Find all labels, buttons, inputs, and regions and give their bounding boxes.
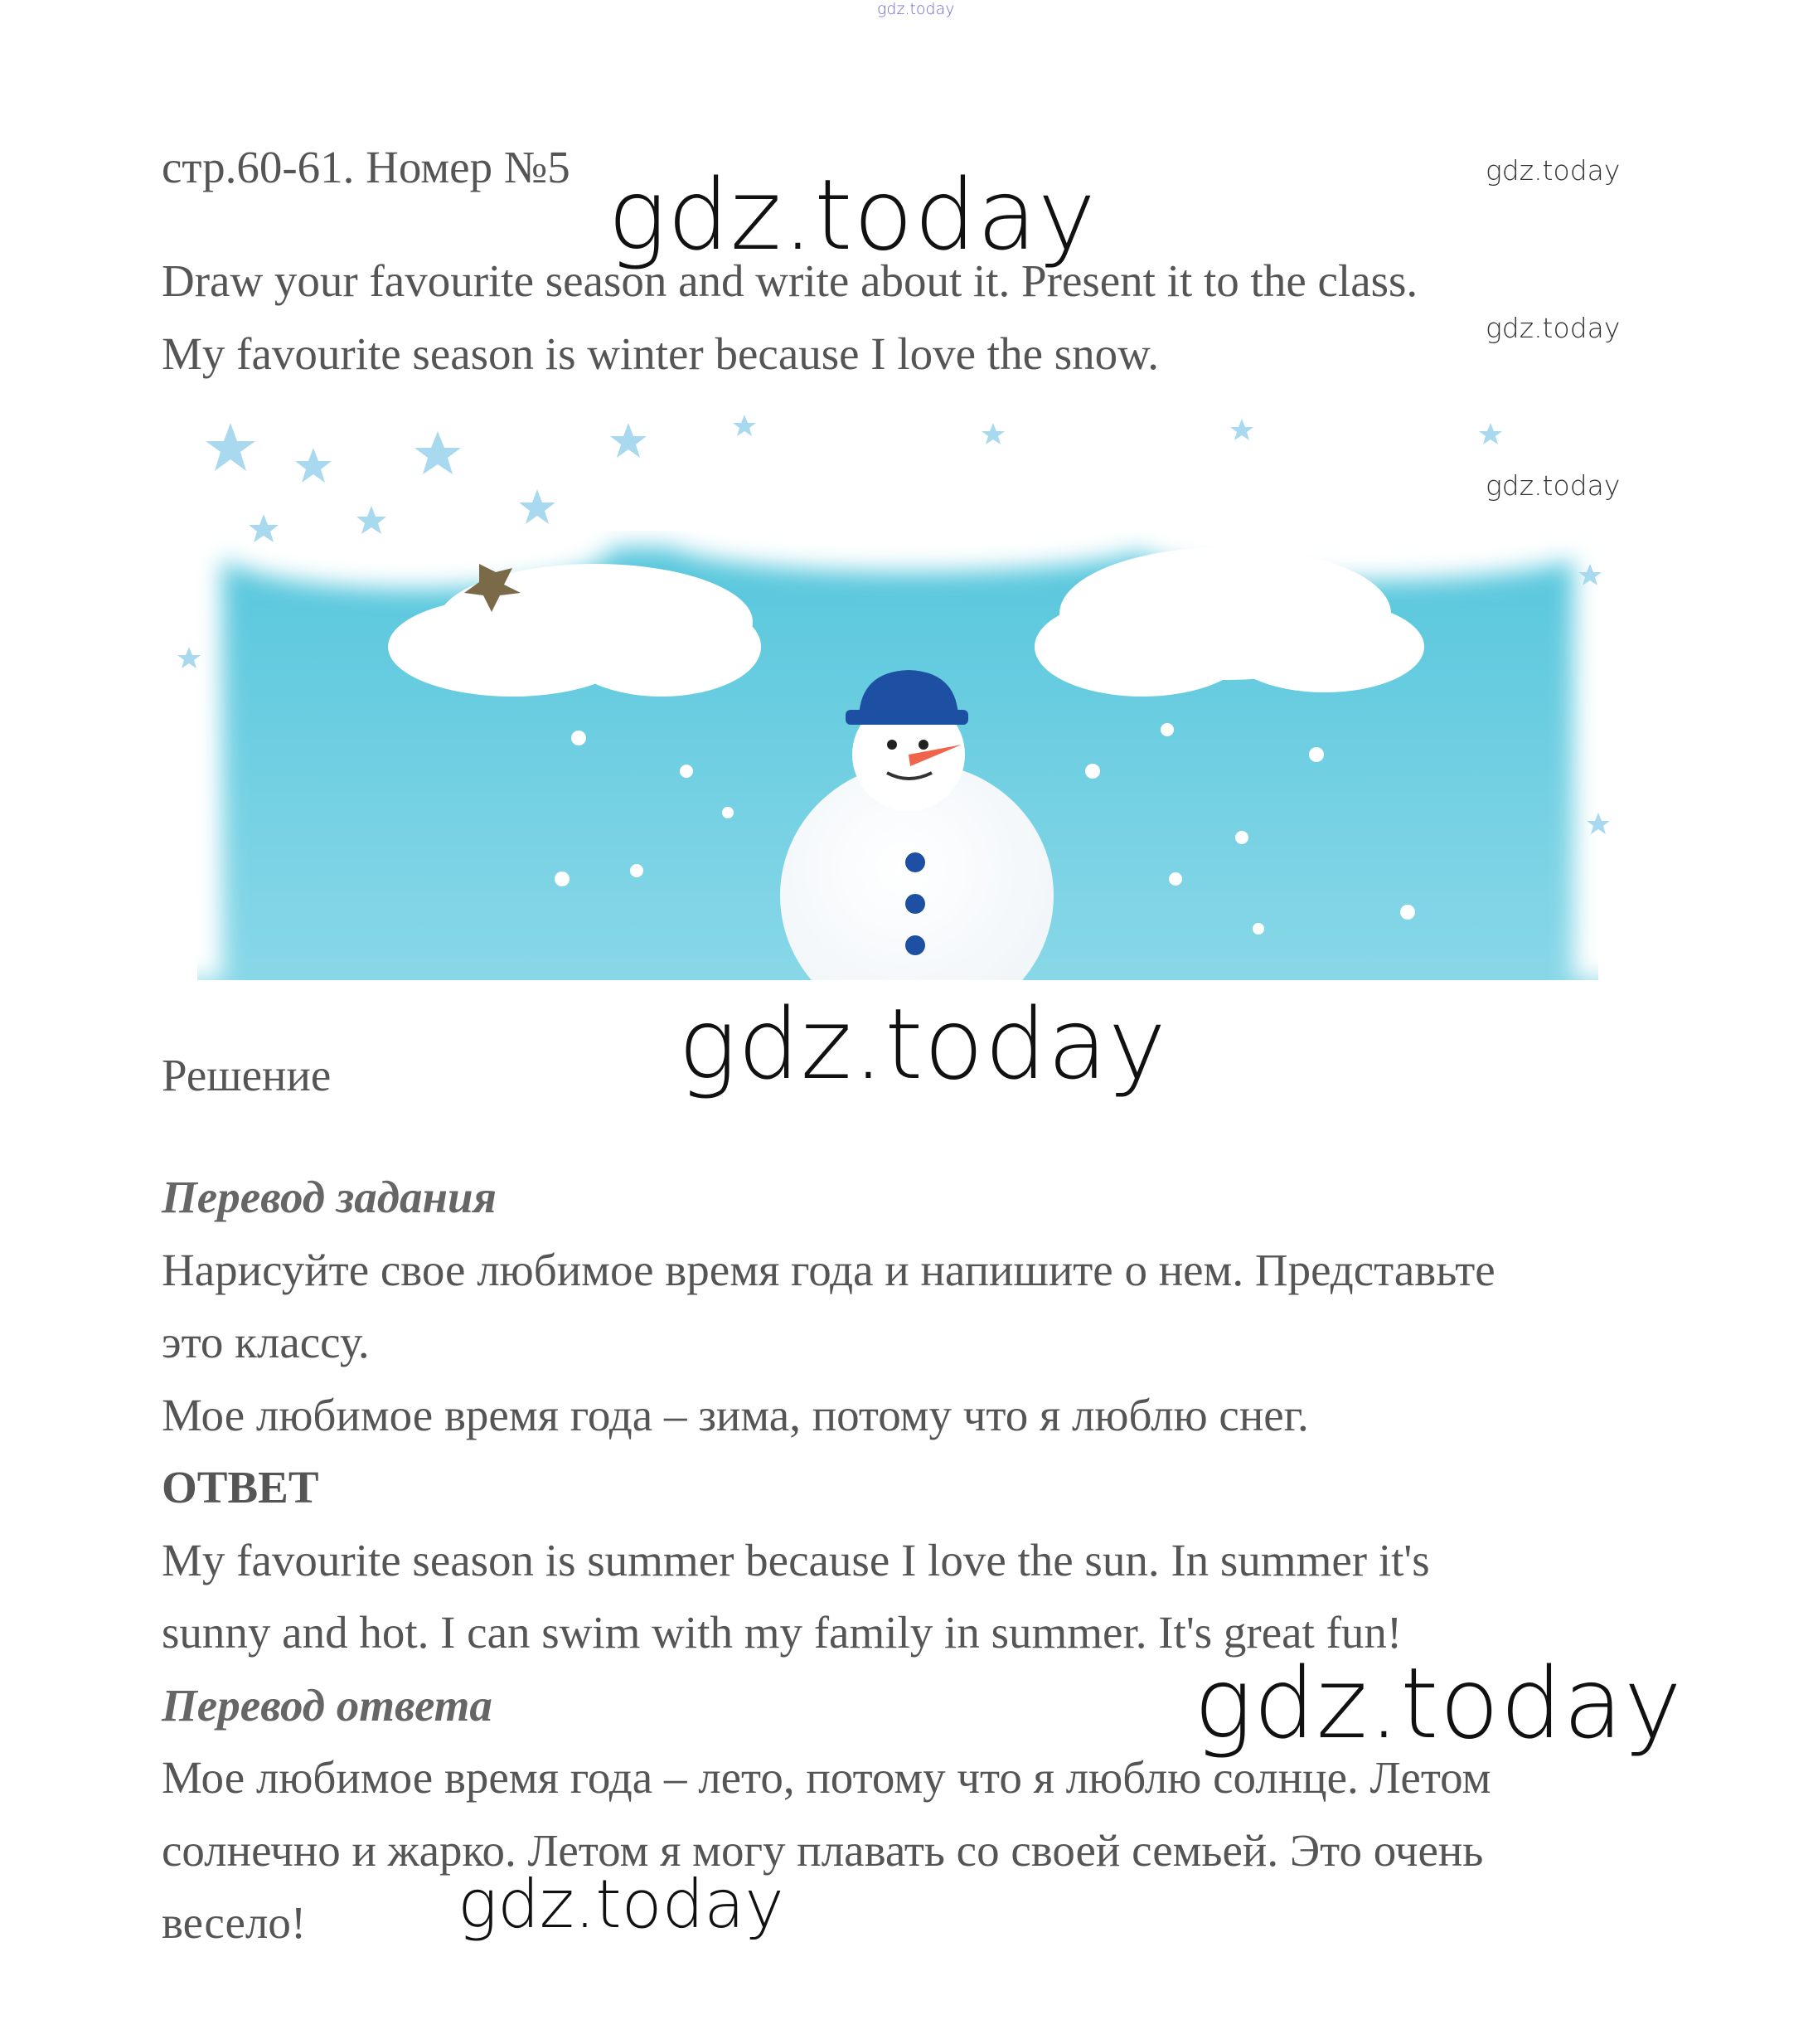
translation-task-line-3: Мое любимое время года – зима, потому что я люблю снег. bbox=[162, 1390, 1309, 1440]
task-watermark: gdz.today bbox=[1486, 312, 1621, 344]
task-line-2: My favourite season is winter because I love the snow. bbox=[162, 328, 1160, 379]
big-watermark: gdz.today bbox=[608, 158, 1097, 272]
solution-watermark: gdz.today bbox=[678, 987, 1167, 1101]
translation-task-line-2: это классу. bbox=[162, 1317, 370, 1367]
translation-answer-line-2: солнечно и жарко. Летом я могу плавать со своей семьей. Это очень bbox=[162, 1825, 1484, 1876]
top-watermark: gdz.today bbox=[877, 0, 955, 18]
page-title: стр.60-61. Номер №5 bbox=[162, 142, 570, 192]
answer-watermark: gdz.today bbox=[1194, 1646, 1683, 1760]
translation-answer-line-1: Мое любимое время года – лето, потому что я люблю солнце. Летом bbox=[162, 1752, 1491, 1803]
answer-heading: ОТВЕТ bbox=[162, 1462, 319, 1512]
answer-line-2: sunny and hot. I can swim with my family in summer. It's great fun! bbox=[162, 1607, 1403, 1658]
translation-task-heading: Перевод задания bbox=[162, 1172, 497, 1222]
corner-watermark: gdz.today bbox=[1486, 154, 1621, 187]
picture-watermark: gdz.today bbox=[1486, 469, 1621, 502]
translation-task-line-1: Нарисуйте свое любимое время года и напишите о нем. Представьте bbox=[162, 1245, 1495, 1295]
translation-answer-line-3: весело! bbox=[162, 1897, 307, 1948]
bottom-watermark: gdz.today bbox=[458, 1866, 784, 1943]
task-line-1: Draw your favourite season and write about it. Present it to the class. bbox=[162, 255, 1418, 306]
translation-answer-heading: Перевод ответа bbox=[162, 1680, 492, 1731]
winter-drawing bbox=[164, 398, 1625, 980]
solution-label: Решение bbox=[162, 1050, 332, 1100]
answer-line-1: My favourite season is summer because I love the sun. In summer it's bbox=[162, 1535, 1430, 1585]
